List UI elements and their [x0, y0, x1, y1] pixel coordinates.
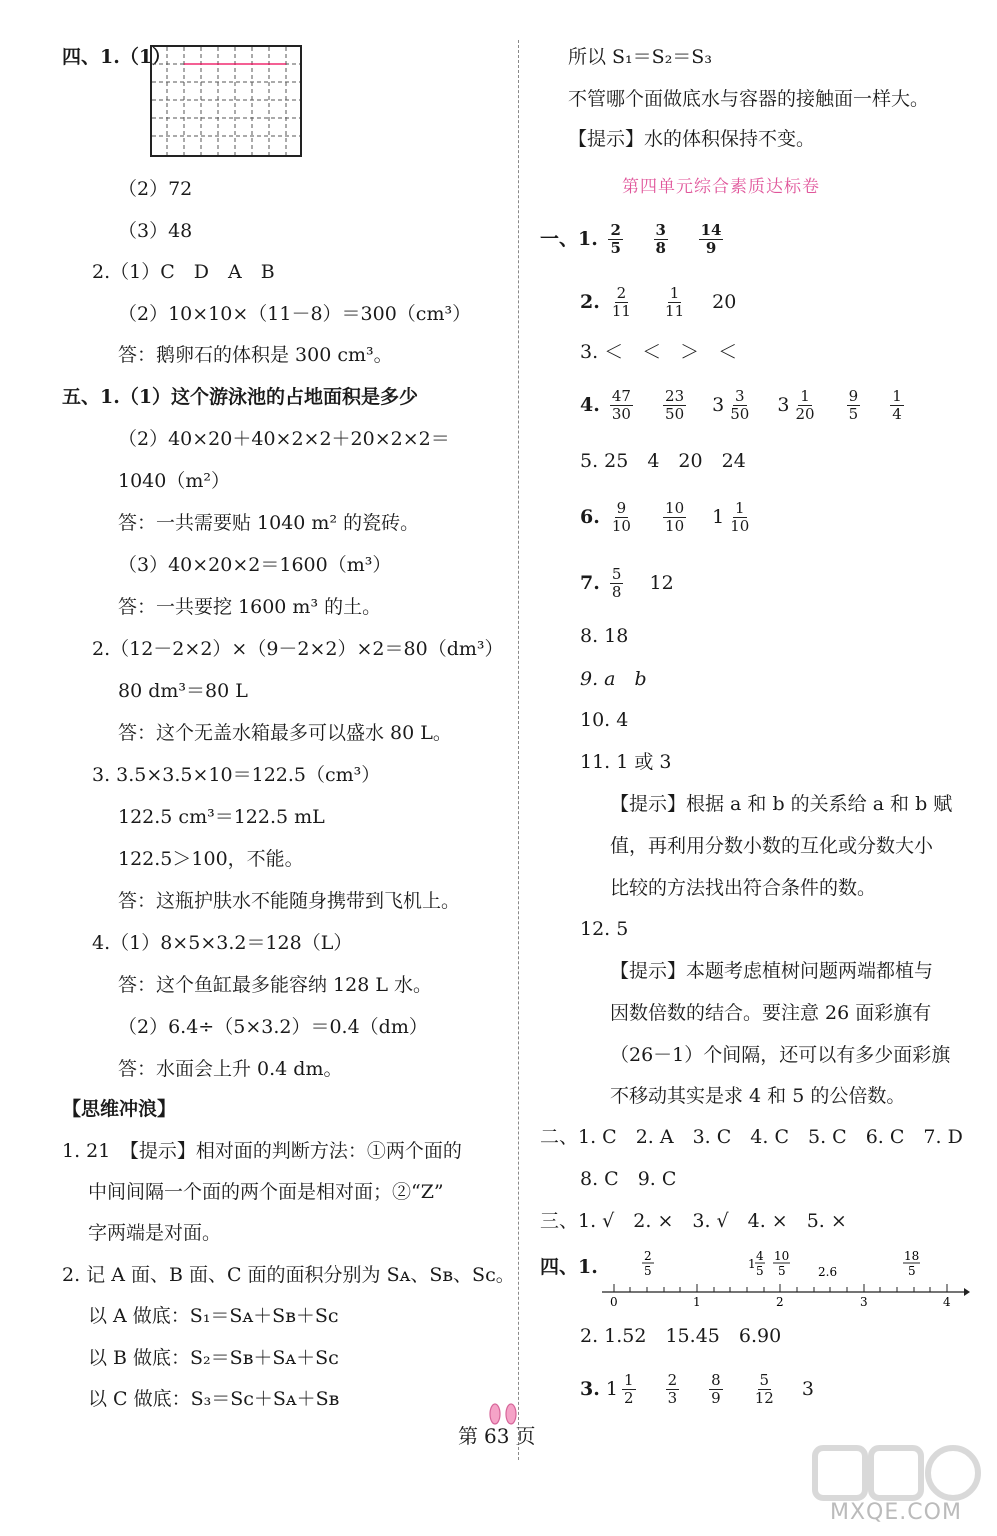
- tick-4: 4: [943, 1295, 951, 1309]
- left-line-14: 80 dm³＝80 L: [118, 680, 248, 702]
- q7-row: [580, 566, 674, 602]
- q9-row: 9. a b: [580, 668, 647, 690]
- left-line-6: 答：鹅卵石的体积是 300 cm³。: [118, 344, 393, 366]
- q12-hint-1: 【提示】本题考虑植树问题两端都植与: [610, 960, 934, 982]
- fraction: $\frac{14}{9}$: [700, 221, 722, 258]
- mark-mixed-den: 5: [756, 1264, 764, 1278]
- mark-2-6: 2.6: [818, 1265, 838, 1279]
- q2-label: 2.: [580, 290, 600, 313]
- mixed-number: 3 $\frac{3}{50}$: [712, 387, 750, 424]
- mark-mixed-whole: 1: [748, 1257, 756, 1271]
- section-4-label: 四、1.: [540, 1256, 598, 1278]
- column-divider: [518, 40, 519, 1460]
- q7-label: 7.: [580, 571, 600, 594]
- left-line-5: （2）10×10×（11－8）＝300（cm³）: [118, 303, 472, 325]
- q4-row: [580, 388, 908, 424]
- left-line-21: 答：这个鱼缸最多能容纳 128 L 水。: [118, 974, 433, 996]
- mark-mixed-num: 4: [756, 1249, 764, 1263]
- number-line: [598, 1246, 970, 1316]
- tick-1: 1: [693, 1295, 701, 1309]
- section-4-line-3: [580, 1372, 814, 1408]
- left-line-10: 答：一共需要贴 1040 m² 的瓷砖。: [118, 512, 420, 534]
- unit-title: 第四单元综合素质达标卷: [622, 177, 820, 197]
- mixed-number: 3 $\frac{1}{20}$: [777, 387, 815, 424]
- left-line-16: 3. 3.5×3.5×10＝122.5（cm³）: [92, 764, 381, 786]
- mixed-number: 1 $\frac{1}{2}$: [605, 1371, 634, 1408]
- q6-row: [580, 500, 755, 536]
- left-line-18: 122.5＞100，不能。: [118, 848, 304, 870]
- section-2-line-1: 二、1. C 2. A 3. C 4. C 5. C 6. C 7. D: [540, 1126, 963, 1148]
- left-line-28: 2. 记 A 面、B 面、C 面的面积分别为 Sᴀ、Sʙ、Sᴄ。: [62, 1264, 515, 1286]
- left-line-29: 以 A 做底：S₁＝Sᴀ＋Sʙ＋Sᴄ: [88, 1305, 339, 1327]
- fraction: $\frac{10}{10}$: [665, 499, 685, 536]
- right-line-3: 【提示】水的体积保持不变。: [568, 128, 816, 150]
- fraction: $\frac{2}{11}$: [611, 284, 631, 321]
- mixed-number: 1 $\frac{1}{10}$: [712, 499, 750, 536]
- tick-3: 3: [860, 1295, 868, 1309]
- left-section-heading: 【思维冲浪】: [62, 1098, 177, 1120]
- mark-18-5-num: 18: [904, 1249, 920, 1263]
- right-line-1: 所以 S₁＝S₂＝S₃: [568, 46, 712, 68]
- grid-figure: [150, 45, 302, 157]
- left-line-9: 1040（m²）: [118, 470, 230, 492]
- left-line-1: 四、1.（1）: [62, 46, 172, 68]
- page-footer: [458, 1420, 535, 1449]
- left-line-7: 五、1.（1）这个游泳池的占地面积是多少: [62, 386, 419, 408]
- left-line-15: 答：这个无盖水箱最多可以盛水 80 L。: [118, 722, 452, 744]
- mark-10-5-num: 10: [774, 1249, 790, 1263]
- fraction: $\frac{9}{5}$: [848, 387, 859, 424]
- left-line-31: 以 C 做底：S₃＝Sᴄ＋Sᴀ＋Sʙ: [88, 1388, 340, 1410]
- q12-hint-2: 因数倍数的结合。要注意 26 面彩旗有: [610, 1002, 932, 1024]
- fraction: $\frac{3}{8}$: [655, 221, 666, 258]
- q6-label: 6.: [580, 505, 600, 528]
- fraction: $\frac{2}{3}$: [667, 1371, 678, 1408]
- fraction: $\frac{47}{30}$: [611, 387, 631, 424]
- left-line-27: 字两端是对面。: [88, 1222, 222, 1244]
- fraction: $\frac{1}{11}$: [665, 284, 685, 321]
- section-4-line-2: 2. 1.52 15.45 6.90: [580, 1325, 782, 1347]
- page-number: 63: [484, 1424, 510, 1448]
- q7-tail: 12: [649, 571, 674, 594]
- q5-row: 5. 25 4 20 24: [580, 450, 746, 472]
- footer-prefix: 第: [458, 1424, 478, 1448]
- left-line-8: （2）40×20＋40×2×2＋20×2×2＝: [118, 428, 450, 450]
- left-line-20: 4.（1）8×5×3.2＝128（L）: [92, 932, 353, 954]
- q1-label: 一、1.: [540, 227, 598, 250]
- q4-label: 4.: [580, 393, 600, 416]
- fraction: $\frac{5}{8}$: [611, 565, 622, 602]
- q11-row: 11. 1 或 3: [580, 751, 672, 773]
- fraction: $\frac{2}{5}$: [610, 221, 621, 258]
- section-3-line: 三、1. √ 2. × 3. √ 4. × 5. ×: [540, 1210, 847, 1232]
- s4-3-tail: 3: [801, 1377, 814, 1400]
- left-line-4: 2.（1）C D A B: [92, 261, 275, 283]
- mark-2-5-num: 2: [644, 1249, 652, 1263]
- left-line-22: （2）6.4÷（5×3.2）＝0.4（dm）: [118, 1016, 428, 1038]
- mark-18-5-den: 5: [908, 1264, 916, 1278]
- left-line-30: 以 B 做底：S₂＝Sʙ＋Sᴀ＋Sᴄ: [88, 1347, 339, 1369]
- q3-row: 3. ＜ ＜ ＞ ＜: [580, 341, 738, 363]
- fraction: $\frac{5}{12}$: [754, 1371, 774, 1408]
- tick-2: 2: [776, 1295, 784, 1309]
- tick-0: 0: [610, 1295, 618, 1309]
- q2-row: [580, 285, 736, 321]
- fraction: $\frac{8}{9}$: [711, 1371, 721, 1408]
- watermark-text: MXQE.COM: [830, 1500, 962, 1525]
- left-line-23: 答：水面会上升 0.4 dm。: [118, 1058, 343, 1080]
- fraction: $\frac{9}{10}$: [611, 499, 631, 536]
- q11-hint-1: 【提示】根据 a 和 b 的关系给 a 和 b 赋: [610, 793, 953, 815]
- q12-hint-4: 不移动其实是求 4 和 5 的公倍数。: [610, 1085, 906, 1107]
- q11-hint-3: 比较的方法找出符合条件的数。: [610, 877, 877, 899]
- left-line-26: 中间间隔一个面的两个面是相对面；②“Z”: [88, 1181, 444, 1203]
- q11-hint-2: 值，再利用分数小数的互化或分数大小: [610, 835, 934, 857]
- footer-suffix: 页: [515, 1424, 536, 1448]
- mark-2-5-den: 5: [644, 1264, 652, 1278]
- left-line-19: 答：这瓶护肤水不能随身携带到飞机上。: [118, 890, 461, 912]
- q2-tail: 20: [712, 290, 737, 313]
- left-line-13: 2.（12－2×2）×（9－2×2）×2＝80（dm³）: [92, 638, 504, 660]
- q1-row: [540, 222, 727, 258]
- s4-3-label: 3.: [580, 1377, 600, 1400]
- fraction: $\frac{23}{50}$: [665, 387, 685, 424]
- left-line-2: （2）72: [118, 178, 193, 200]
- left-line-25: 1. 21 【提示】相对面的判断方法：①两个面的: [62, 1140, 462, 1162]
- q10-row: 10. 4: [580, 709, 629, 731]
- q12-row: 12. 5: [580, 918, 629, 940]
- left-line-12: 答：一共要挖 1600 m³ 的土。: [118, 596, 382, 618]
- right-line-2: 不管哪个面做底水与容器的接触面一样大。: [568, 88, 930, 110]
- section-2-line-2: 8. C 9. C: [580, 1168, 677, 1190]
- left-line-17: 122.5 cm³＝122.5 mL: [118, 806, 325, 828]
- q8-row: 8. 18: [580, 625, 629, 647]
- q12-hint-3: （26－1）个间隔，还可以有多少面彩旗: [610, 1044, 951, 1066]
- mark-10-5-den: 5: [778, 1264, 786, 1278]
- left-line-11: （3）40×20×2＝1600（m³）: [118, 554, 392, 576]
- left-line-3: （3）48: [118, 220, 193, 242]
- fraction: $\frac{1}{4}$: [892, 387, 902, 424]
